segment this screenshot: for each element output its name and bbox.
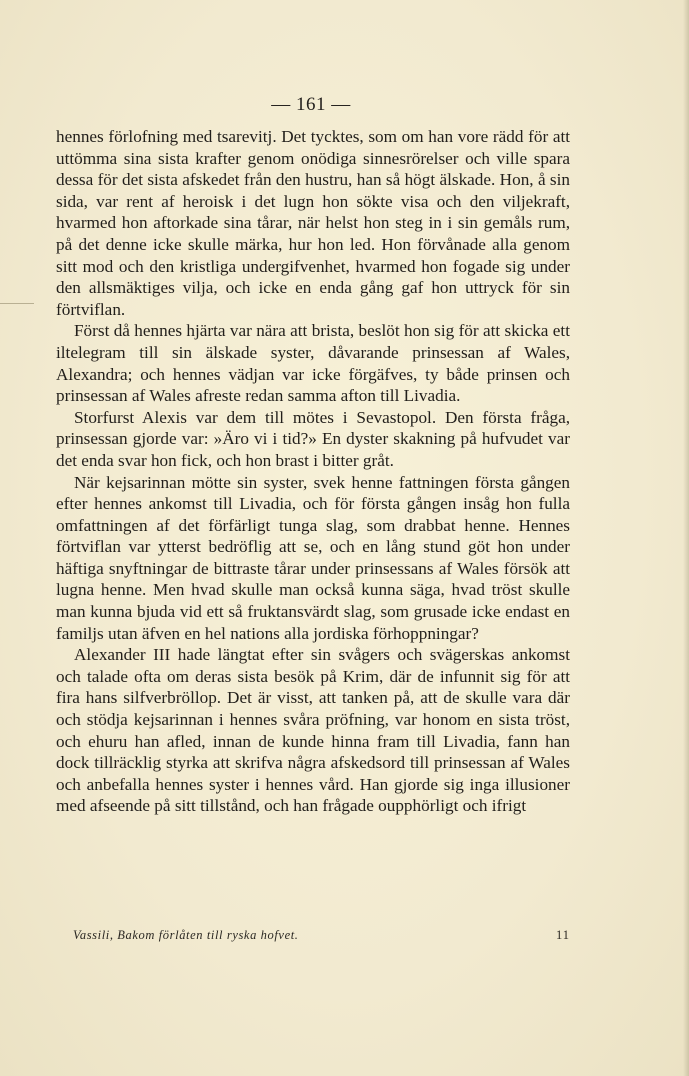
paragraph: När kejsarinnan mötte sin syster, svek henne fattningen första gången efter hennes ankomst till Livadia, och för första gången insåg hon fulla omfattningen af det förfärligt tunga slag, som drabbat henne. Hennes förtviflan var ytterst bedröflig att se, och en lång stund göt hon under häftiga snyftningar de bittraste tårar under prinsessans af Wales försök att lugna henne. Men hvad skulle man också kunna säga, hvad tröst skulle man kunna bjuda vid ett så fruktansvärdt slag, som grusade icke endast en familjs utan äfven en hel nations alla jordiska förhoppningar?	[56, 472, 570, 643]
paragraph: Storfurst Alexis var dem till mötes i Sevastopol. Den första fråga, prinsessan gjorde var: »Äro vi i tid?» En dyster skakning på hufvudet var det enda svar hon fick, och hon brast i bitter gråt.	[56, 407, 570, 470]
sheet-number: 11	[555, 928, 570, 942]
body-text	[56, 126, 570, 817]
page-number: — 161 —	[271, 94, 351, 115]
page-edge-shadow	[683, 0, 689, 1076]
footer-signature: Vassili, Bakom förlåten till ryska hofvet.	[73, 928, 299, 942]
paragraph: Alexander III hade längtat efter sin svågers och svägerskas ankomst och talade ofta om deras sista besök på Krim, där de infunnit sig för att fira hans silfverbröllop. Det är visst, att tanken på, att de skulle vara där och stödja kejsarinnan i hennes svåra pröfning, var honom en sista tröst, och ehuru han afled, innan de kunde hinna fram till Livadia, fann han dock tillräcklig styrka att skrifva några afskedsord till prinsessan af Wales och anbefalla hennes syster i hennes vård. Han gjorde sig inga illusioner med afseende på sitt tillstånd, och han frågade oupphörligt och ifrigt	[56, 645, 570, 816]
footer	[73, 928, 570, 943]
margin-mark	[0, 303, 34, 304]
paragraph: Först då hennes hjärta var nära att brista, beslöt hon sig för att skicka ett iltelegram till sin älskade syster, dåvarande prinsessan af Wales, Alexandra; och hennes vädjan var icke förgäfves, ty både prinsen och prinsessan af Wales afreste redan samma afton till Livadia.	[56, 321, 570, 406]
paragraph: hennes förlofning med tsarevitj. Det tycktes, som om han vore rädd för att uttömma sina sista krafter genom onödiga sinnesrörelser och ville spara dessa för det sista afskedet från den hustru, han så högt älskade. Hon, å sin sida, var rent af heroisk i det lugn hon sökte visa och den viljekraft, hvarmed hon aftorkade sina tårar, när helst hon steg in i sin gemåls rum, på det denne icke skulle märka, hur hon led. Hon förvånade alla genom sitt mod och den kristliga undergifvenhet, hvarmed hon fogade sig under den allsmäktiges vilja, och icke en enda gång gaf hon uttryck för sin förtviflan.	[56, 127, 570, 319]
